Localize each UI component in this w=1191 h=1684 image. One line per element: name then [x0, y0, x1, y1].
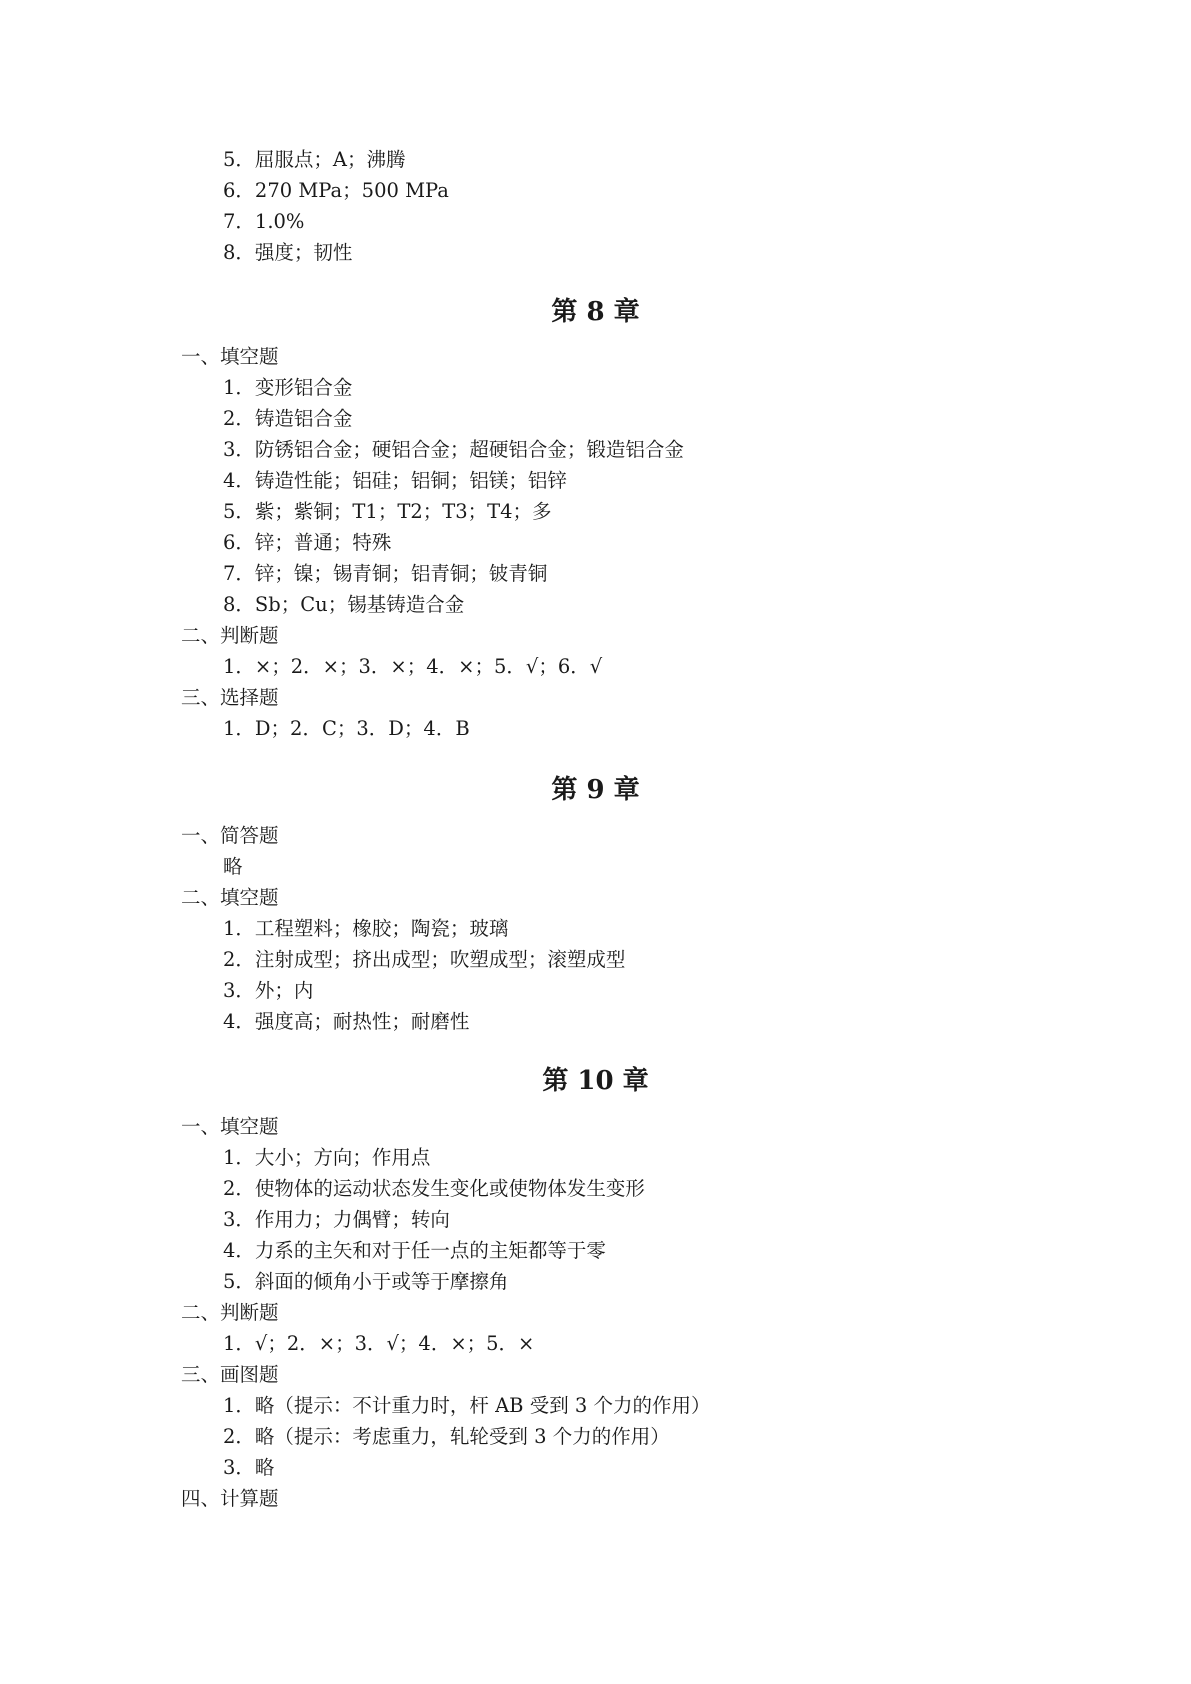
- list-item: 1．变形铝合金: [223, 376, 353, 399]
- list-item: 5．屈服点；A；沸腾: [223, 148, 406, 171]
- list-item: 略: [223, 855, 243, 878]
- list-item: 1．大小；方向；作用点: [223, 1146, 431, 1169]
- list-item: 4．铸造性能；铝硅；铝铜；铝镁；铝锌: [223, 469, 567, 492]
- list-item: 1．D；2．C；3．D；4．B: [223, 717, 470, 740]
- list-item: 3．略: [223, 1456, 275, 1479]
- list-item: 6．锌；普通；特殊: [223, 531, 392, 554]
- section-title: 三、画图题: [181, 1363, 279, 1386]
- section-title: 一、简答题: [181, 824, 279, 847]
- chapter-10-title: 第 10 章: [542, 1066, 649, 1096]
- list-item: 2．使物体的运动状态发生变化或使物体发生变形: [223, 1177, 645, 1200]
- list-item: 5．紫；紫铜；T1；T2；T3；T4；多: [223, 500, 552, 523]
- section-title: 二、判断题: [181, 624, 279, 647]
- list-item: 8．强度；韧性: [223, 241, 353, 264]
- list-item: 1．√；2．×；3．√；4．×；5．×: [223, 1332, 535, 1355]
- list-item: 3．作用力；力偶臂；转向: [223, 1208, 450, 1231]
- list-item: 4．力系的主矢和对于任一点的主矩都等于零: [223, 1239, 606, 1262]
- list-item: 3．外；内: [223, 979, 314, 1002]
- list-item: 4．强度高；耐热性；耐磨性: [223, 1010, 470, 1033]
- list-item: 1．略（提示：不计重力时，杆 AB 受到 3 个力的作用）: [223, 1394, 711, 1417]
- section-title: 二、判断题: [181, 1301, 279, 1324]
- list-item: 3．防锈铝合金；硬铝合金；超硬铝合金；锻造铝合金: [223, 438, 684, 461]
- chapter-9-title: 第 9 章: [551, 775, 640, 805]
- list-item: 2．略（提示：考虑重力，轧轮受到 3 个力的作用）: [223, 1425, 670, 1448]
- section-title: 一、填空题: [181, 345, 279, 368]
- section-title: 三、选择题: [181, 686, 279, 709]
- list-item: 6．270 MPa；500 MPa: [223, 179, 449, 202]
- chapter-8-title: 第 8 章: [551, 297, 640, 327]
- list-item: 2．铸造铝合金: [223, 407, 353, 430]
- list-item: 7．1.0%: [223, 210, 305, 233]
- list-item: 1．工程塑料；橡胶；陶瓷；玻璃: [223, 917, 509, 940]
- list-item: 7．锌；镍；锡青铜；铝青铜；铍青铜: [223, 562, 548, 585]
- list-item: 5．斜面的倾角小于或等于摩擦角: [223, 1270, 509, 1293]
- list-item: 8．Sb；Cu；锡基铸造合金: [223, 593, 465, 616]
- section-title: 四、计算题: [181, 1487, 279, 1510]
- section-title: 二、填空题: [181, 886, 279, 909]
- section-title: 一、填空题: [181, 1115, 279, 1138]
- list-item: 1．×；2．×；3．×；4．×；5．√；6．√: [223, 655, 603, 678]
- list-item: 2．注射成型；挤出成型；吹塑成型；滚塑成型: [223, 948, 626, 971]
